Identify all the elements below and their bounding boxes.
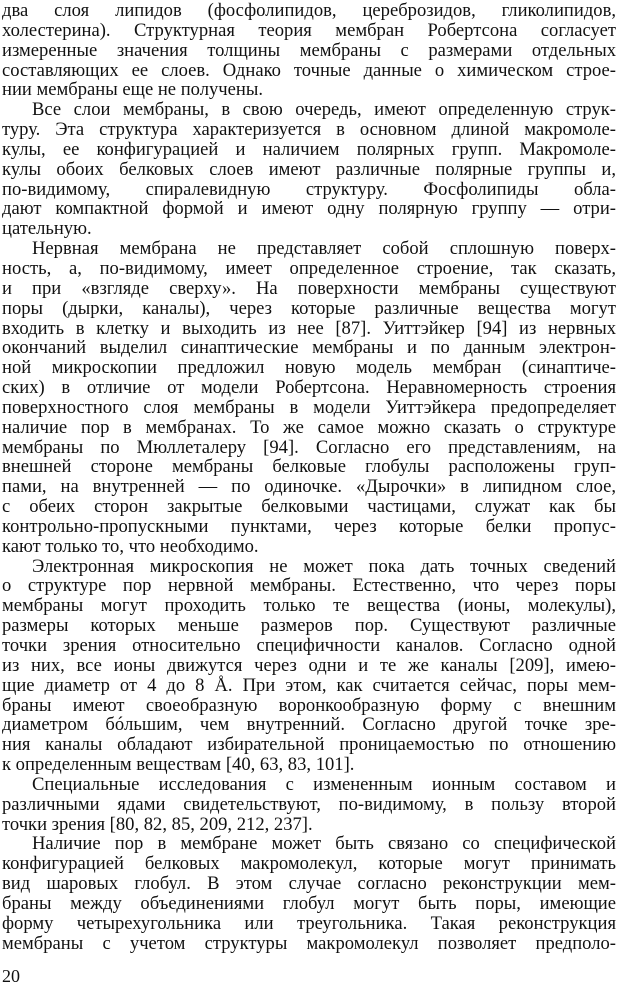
- text-line: щие диаметр от 4 до 8 Å. При этом, как считается сейчас, поры мем-: [2, 674, 616, 696]
- text-line: о структуре пор нервной мембраны. Естественно, что через поры: [2, 575, 616, 597]
- paragraph-1: [2, 1, 616, 100]
- text-line: мембраны с учетом структуры макромолекул позволяет предполо-: [2, 932, 616, 954]
- text-line: измеренные значения толщины мембраны с размерами отдельных: [2, 39, 616, 61]
- text-line: Электронная микроскопия не может пока дать точных сведений: [32, 555, 616, 577]
- text-line: вид шаровых глобул. В этом случае согласно реконструкции мем-: [2, 873, 616, 895]
- text-line: составляющих ее слоев. Однако точные данные о химическом строе-: [2, 59, 616, 81]
- text-line: Специальные исследования с измененным ионным составом и: [32, 773, 616, 795]
- text-line: ния каналы обладают избирательной проницаемостью по отношению: [2, 734, 616, 756]
- text-line: кулы, ее конфигурацией и наличием полярных групп. Макромоле-: [2, 138, 616, 160]
- text-line: точки зрения [80, 82, 85, 209, 212, 237].: [2, 813, 313, 835]
- text-line: Наличие пор в мембране может быть связано со специфической: [32, 833, 616, 855]
- text-line: Нервная мембрана не представляет собой сплошную поверх-: [32, 238, 616, 260]
- text-line: форму четырехугольника или треугольника. Такая реконструкция: [2, 912, 616, 934]
- text-line: размеры которых меньше размеров пор. Существуют различные: [2, 615, 616, 637]
- text-line: ность, а, по-видимому, имеет определенное строение, так сказать,: [2, 257, 616, 279]
- text-line: мембраны по Мюллеталеру [94]. Согласно его представлениям, на: [2, 436, 616, 458]
- text-line: холестерина). Структурная теория мембран Робертсона согласует: [2, 19, 616, 41]
- text-line: точки зрения относительно специфичности каналов. Согласно одной: [2, 635, 616, 656]
- text-line: кулы обоих белковых слоев имеют различные полярные группы и,: [2, 158, 616, 180]
- text-line: поверхностного слоя мембраны в модели Уиттэйкера предопределяет: [2, 396, 616, 418]
- document-page: [2, 1, 616, 954]
- paragraph-3: [2, 239, 616, 557]
- text-line: браны между объединениями глобул могут быть поры, имеющие: [2, 892, 616, 914]
- text-line: дают компактной формой и имеют одну полярную группу — отри-: [2, 198, 616, 220]
- text-line: внешней стороне мембраны белковые глобулы расположены груп-: [2, 456, 616, 478]
- text-line: два слоя липидов (фосфолипидов, цереброзидов, гликолипидов,: [2, 0, 616, 21]
- text-line: окончаний выделил синаптические мембраны и по данным электрон-: [2, 337, 616, 359]
- text-line: Все слои мембраны, в свою очередь, имеют определенную струк-: [32, 99, 616, 121]
- text-line: пами, на внутренней — по одиночке. «Дырочки» в липидном слое,: [2, 476, 616, 498]
- text-line: браны имеют своеобразную воронкообразную форму с внешним: [2, 694, 616, 716]
- text-line: ских) в отличие от модели Робертсона. Неравномерность строения: [2, 377, 616, 399]
- text-line: цательную.: [2, 218, 92, 240]
- text-line: с обеих сторон закрытые белковыми частицами, служат как бы: [2, 496, 616, 518]
- text-line: кают только то, что необходимо.: [2, 535, 259, 557]
- text-line: конфигурацией белковых макромолекул, которые могут принимать: [2, 853, 616, 875]
- paragraph-2: [2, 100, 616, 239]
- page-number: 20: [2, 966, 20, 986]
- text-line: входить в клетку и выходить из нее [87]. Уиттэйкер [94] из нервных: [2, 317, 616, 339]
- paragraph-5: [2, 775, 616, 835]
- paragraph-4: [2, 557, 616, 775]
- text-line: контрольно-пропускными пунктами, через которые белки пропус-: [2, 515, 616, 537]
- text-line: по-видимому, спиралевидную структуру. Фосфолипиды обла-: [2, 178, 616, 200]
- text-line: наличие пор в мембранах. То же самое можно сказать о структуре: [2, 416, 616, 438]
- text-line: туру. Эта структура характеризуется в основном длиной макромоле-: [2, 119, 616, 141]
- text-line: различными ядами свидетельствуют, по-видимому, в пользу второй: [2, 793, 616, 815]
- text-line: к определенным веществам [40, 63, 83, 101].: [2, 754, 355, 776]
- text-line: и при «взгляде сверху». На поверхности мембраны существуют: [2, 277, 616, 299]
- text-line: поры (дырки, каналы), через которые различные вещества могут: [2, 297, 616, 319]
- paragraph-6: [2, 834, 616, 953]
- text-line: нии мембраны еще не получены.: [2, 79, 263, 101]
- text-line: из них, все ионы движутся через одни и те же каналы [209], имею-: [2, 654, 616, 676]
- text-line: ной микроскопии предложил новую модель мембран (синаптиче-: [2, 357, 616, 379]
- text-line: мембраны могут проходить только те вещества (ионы, молекулы),: [2, 595, 616, 617]
- text-line: диаметром бóльшим, чем внутренний. Согласно другой точке зре-: [2, 714, 616, 736]
